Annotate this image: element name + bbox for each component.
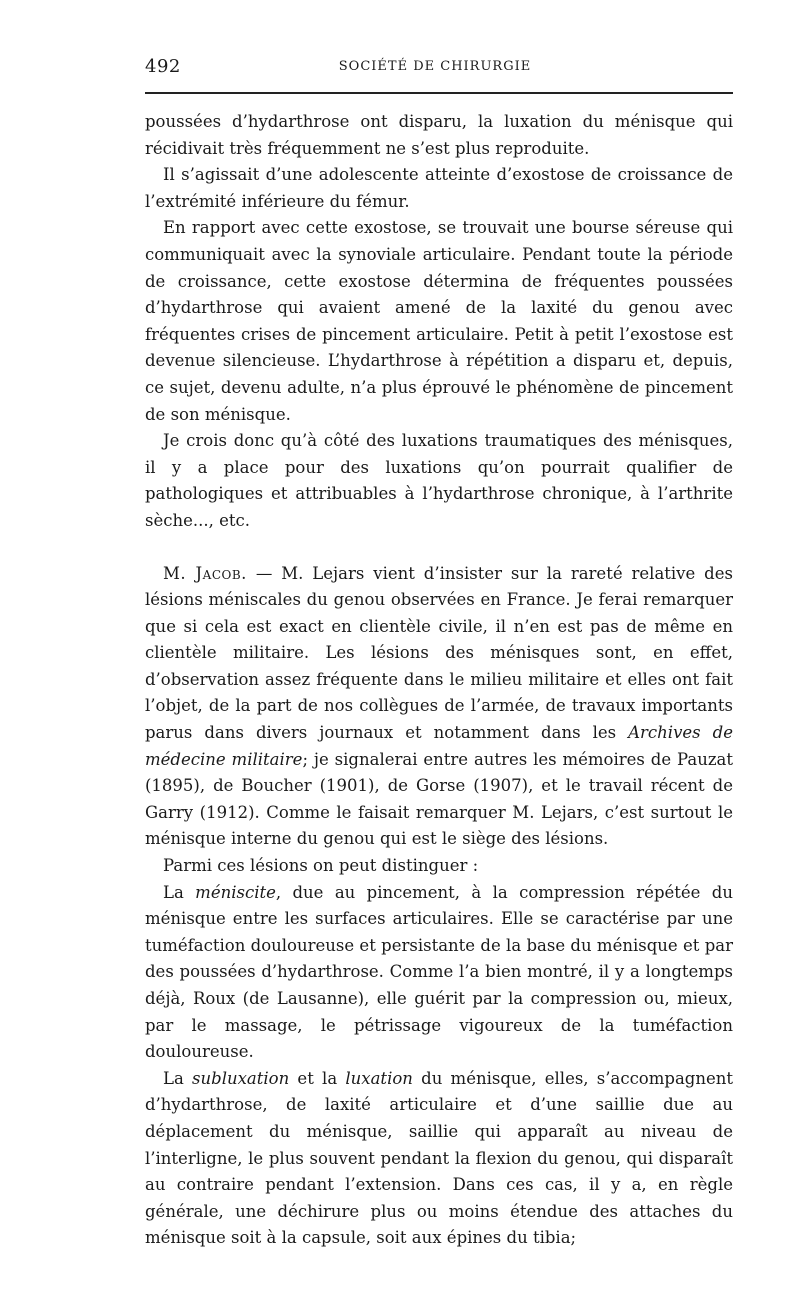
paragraph-8-text-c: du ménisque, elles, s’accompagnent d’hydarthrose, de laxité articulaire et d’une saillie due au déplacement du ménisque, saillie qui apparaît au niveau de l’interligne, le plus souvent pendant la flexion du genou, qui disparaît au contraire pendant l’extension. Dans ces cas, il y a, en règle générale, une déchirure plus ou moins étendue des attaches du ménisque soit à la capsule, soit aux épines du tibia; xyxy=(145,1068,733,1248)
term-meniscite: méniscite xyxy=(195,882,276,902)
paragraph-7 xyxy=(145,880,733,1066)
page-header xyxy=(145,56,725,80)
paragraph-5-text-a: M. Lejars vient d’insister sur la rareté relative des lésions méniscales du genou observées en France. Je ferai remarquer que si cela est exact en clientèle civile, il n’en est pas de même en clientèle militaire. Les lésions des ménisques sont, en effet, d’observation assez fréquente dans le milieu militaire et elles ont fait l’objet, de la part de nos collègues de l’armée, de travaux importants parus dans divers journaux et notamment dans les xyxy=(145,563,733,743)
header-rule xyxy=(145,92,733,94)
paragraph-7-text-b: , due au pincement, à la compression répétée du ménisque entre les surfaces articulaires. Elle se caractérise par une tuméfaction douloureuse et persistante de la base du ménisque et par des poussées d’hydarthrose. Comme l’a bien montré, il y a longtemps déjà, Roux (de Lausanne), elle guérit par la compression ou, mieux, par le massage, le pétrissage vigoureux de la tuméfaction douloureuse. xyxy=(145,882,733,1062)
running-head: SOCIÉTÉ DE CHIRURGIE xyxy=(338,59,532,74)
section-gap xyxy=(145,535,733,561)
paragraph-2: Il s’agissait d’une adolescente atteinte d’exostose de croissance de l’extrémité inférieure du fémur. xyxy=(145,165,733,211)
term-luxation: luxation xyxy=(345,1068,413,1088)
paragraph-7-text-a: La xyxy=(163,882,196,902)
paragraph-5 xyxy=(145,561,733,854)
paragraph-8-text-b: et la xyxy=(289,1068,346,1088)
speaker-name: M. Jacob. xyxy=(163,563,247,583)
paragraph-8 xyxy=(145,1066,733,1252)
paragraph-4: Je crois donc qu’à côté des luxations traumatiques des ménisques, il y a place pour des luxations qu’on pourrait qualifier de pathologiques et attribuables à l’hydarthrose chronique, à l’arthrite sèche..., etc. xyxy=(145,431,733,530)
paragraph-5-text-b: ; je signalerai entre autres les mémoires de Pauzat (1895), de Boucher (1901), de Gorse (1907), et le travail récent de Garry (1912). Comme le faisait remarquer M. Lejars, c’est surtout le ménisque interne du genou qui est le siège des lésions. xyxy=(145,749,733,849)
body-text xyxy=(145,109,733,1252)
term-subluxation: subluxation xyxy=(192,1068,290,1088)
journal-title: Archives de médecine militaire xyxy=(145,723,733,769)
page-number: 492 xyxy=(145,56,181,77)
paragraph-6: Parmi ces lésions on peut distinguer : xyxy=(163,856,479,876)
speaker-dash: — xyxy=(246,563,282,583)
paragraph-8-text-a: La xyxy=(163,1068,193,1088)
paragraph-3: En rapport avec cette exostose, se trouvait une bourse séreuse qui communiquait avec la synoviale articulaire. Pendant toute la période de croissance, cette exostose détermina de fréquentes poussées d’hydarthrose qui avaient amené de la laxité du genou avec fréquentes crises de pincement articulaire. Petit à petit l’exostose est devenue silencieuse. L’hydarthrose à répétition a disparu et, depuis, ce sujet, devenu adulte, n’a plus éprouvé le phénomène de pincement de son ménisque. xyxy=(145,218,733,424)
paragraph-1: poussées d’hydarthrose ont disparu, la luxation du ménisque qui récidivait très fréquemment ne s’est plus reproduite. xyxy=(145,112,733,158)
